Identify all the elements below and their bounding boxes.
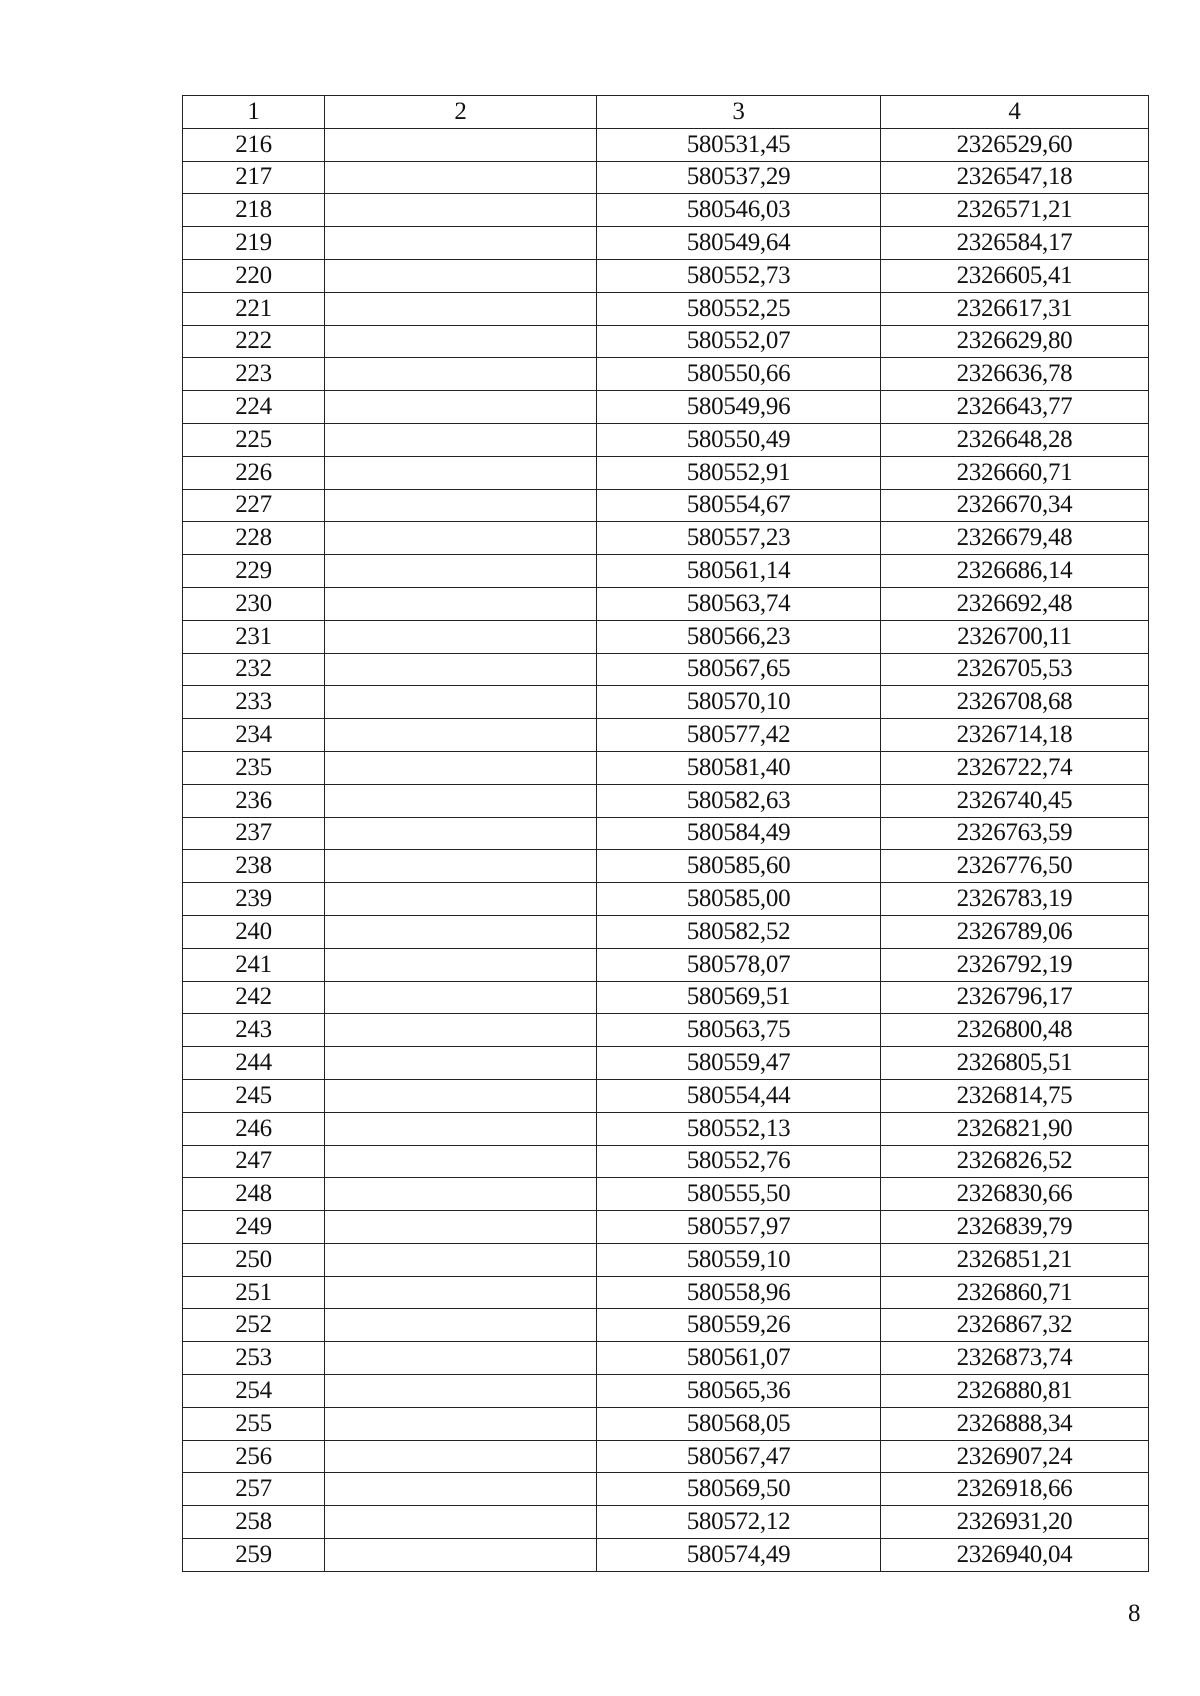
x-coordinate-cell: 580552,07 — [597, 325, 881, 358]
table-row — [183, 325, 1149, 358]
table-row — [183, 391, 1149, 424]
y-coordinate-cell: 2326783,19 — [881, 883, 1149, 916]
point-number-cell: 232 — [183, 653, 325, 686]
page-number: 8 — [1128, 1600, 1141, 1627]
point-number-cell: 241 — [183, 948, 325, 981]
coordinates-table — [182, 95, 1149, 1572]
table-row — [183, 948, 1149, 981]
y-coordinate-cell: 2326617,31 — [881, 292, 1149, 325]
table-row — [183, 784, 1149, 817]
table-row — [183, 1342, 1149, 1375]
name-cell — [325, 555, 597, 588]
point-number-cell: 243 — [183, 1014, 325, 1047]
y-coordinate-cell: 2326660,71 — [881, 456, 1149, 489]
table-row — [183, 719, 1149, 752]
name-cell — [325, 1211, 597, 1244]
name-cell — [325, 883, 597, 916]
x-coordinate-cell: 580555,50 — [597, 1178, 881, 1211]
name-cell — [325, 751, 597, 784]
x-coordinate-cell: 580581,40 — [597, 751, 881, 784]
table-row — [183, 1079, 1149, 1112]
table-row — [183, 128, 1149, 161]
y-coordinate-cell: 2326686,14 — [881, 555, 1149, 588]
x-coordinate-cell: 580549,96 — [597, 391, 881, 424]
x-coordinate-cell: 580577,42 — [597, 719, 881, 752]
name-cell — [325, 259, 597, 292]
x-coordinate-cell: 580557,97 — [597, 1211, 881, 1244]
y-coordinate-cell: 2326776,50 — [881, 850, 1149, 883]
table-row — [183, 456, 1149, 489]
x-coordinate-cell: 580552,25 — [597, 292, 881, 325]
x-coordinate-cell: 580584,49 — [597, 817, 881, 850]
table-row — [183, 1276, 1149, 1309]
table-row — [183, 686, 1149, 719]
point-number-cell: 222 — [183, 325, 325, 358]
y-coordinate-cell: 2326740,45 — [881, 784, 1149, 817]
table-row — [183, 1506, 1149, 1539]
point-number-cell: 231 — [183, 620, 325, 653]
x-coordinate-cell: 580566,23 — [597, 620, 881, 653]
column-header: 4 — [881, 96, 1149, 129]
point-number-cell: 227 — [183, 489, 325, 522]
x-coordinate-cell: 580559,10 — [597, 1243, 881, 1276]
x-coordinate-cell: 580552,91 — [597, 456, 881, 489]
x-coordinate-cell: 580574,49 — [597, 1539, 881, 1572]
x-coordinate-cell: 580552,76 — [597, 1145, 881, 1178]
y-coordinate-cell: 2326705,53 — [881, 653, 1149, 686]
x-coordinate-cell: 580569,51 — [597, 981, 881, 1014]
name-cell — [325, 1276, 597, 1309]
point-number-cell: 235 — [183, 751, 325, 784]
y-coordinate-cell: 2326763,59 — [881, 817, 1149, 850]
table-row — [183, 1407, 1149, 1440]
x-coordinate-cell: 580554,44 — [597, 1079, 881, 1112]
name-cell — [325, 292, 597, 325]
y-coordinate-cell: 2326700,11 — [881, 620, 1149, 653]
name-cell — [325, 1342, 597, 1375]
y-coordinate-cell: 2326714,18 — [881, 719, 1149, 752]
name-cell — [325, 1473, 597, 1506]
table-row — [183, 259, 1149, 292]
x-coordinate-cell: 580552,73 — [597, 259, 881, 292]
y-coordinate-cell: 2326789,06 — [881, 915, 1149, 948]
y-coordinate-cell: 2326547,18 — [881, 161, 1149, 194]
name-cell — [325, 423, 597, 456]
name-cell — [325, 1079, 597, 1112]
x-coordinate-cell: 580561,07 — [597, 1342, 881, 1375]
point-number-cell: 246 — [183, 1112, 325, 1145]
x-coordinate-cell: 580585,60 — [597, 850, 881, 883]
point-number-cell: 226 — [183, 456, 325, 489]
name-cell — [325, 489, 597, 522]
point-number-cell: 252 — [183, 1309, 325, 1342]
y-coordinate-cell: 2326940,04 — [881, 1539, 1149, 1572]
x-coordinate-cell: 580550,49 — [597, 423, 881, 456]
y-coordinate-cell: 2326643,77 — [881, 391, 1149, 424]
name-cell — [325, 1539, 597, 1572]
point-number-cell: 244 — [183, 1047, 325, 1080]
y-coordinate-cell: 2326800,48 — [881, 1014, 1149, 1047]
point-number-cell: 238 — [183, 850, 325, 883]
y-coordinate-cell: 2326880,81 — [881, 1375, 1149, 1408]
name-cell — [325, 719, 597, 752]
point-number-cell: 216 — [183, 128, 325, 161]
x-coordinate-cell: 580557,23 — [597, 522, 881, 555]
x-coordinate-cell: 580559,47 — [597, 1047, 881, 1080]
y-coordinate-cell: 2326826,52 — [881, 1145, 1149, 1178]
y-coordinate-cell: 2326722,74 — [881, 751, 1149, 784]
point-number-cell: 224 — [183, 391, 325, 424]
table-row — [183, 423, 1149, 456]
point-number-cell: 220 — [183, 259, 325, 292]
point-number-cell: 255 — [183, 1407, 325, 1440]
name-cell — [325, 817, 597, 850]
x-coordinate-cell: 580531,45 — [597, 128, 881, 161]
table-row — [183, 292, 1149, 325]
x-coordinate-cell: 580572,12 — [597, 1506, 881, 1539]
x-coordinate-cell: 580568,05 — [597, 1407, 881, 1440]
table-row — [183, 915, 1149, 948]
table-row — [183, 981, 1149, 1014]
y-coordinate-cell: 2326670,34 — [881, 489, 1149, 522]
name-cell — [325, 1309, 597, 1342]
name-cell — [325, 391, 597, 424]
y-coordinate-cell: 2326629,80 — [881, 325, 1149, 358]
y-coordinate-cell: 2326708,68 — [881, 686, 1149, 719]
coordinates-table-body — [183, 96, 1149, 1572]
point-number-cell: 240 — [183, 915, 325, 948]
table-row — [183, 1047, 1149, 1080]
name-cell — [325, 128, 597, 161]
point-number-cell: 245 — [183, 1079, 325, 1112]
table-row — [183, 489, 1149, 522]
point-number-cell: 229 — [183, 555, 325, 588]
point-number-cell: 253 — [183, 1342, 325, 1375]
table-row — [183, 1112, 1149, 1145]
x-coordinate-cell: 580578,07 — [597, 948, 881, 981]
point-number-cell: 239 — [183, 883, 325, 916]
name-cell — [325, 915, 597, 948]
name-cell — [325, 850, 597, 883]
column-header: 3 — [597, 96, 881, 129]
table-row — [183, 883, 1149, 916]
y-coordinate-cell: 2326792,19 — [881, 948, 1149, 981]
point-number-cell: 259 — [183, 1539, 325, 1572]
x-coordinate-cell: 580552,13 — [597, 1112, 881, 1145]
name-cell — [325, 784, 597, 817]
x-coordinate-cell: 580563,75 — [597, 1014, 881, 1047]
y-coordinate-cell: 2326648,28 — [881, 423, 1149, 456]
point-number-cell: 256 — [183, 1440, 325, 1473]
point-number-cell: 228 — [183, 522, 325, 555]
y-coordinate-cell: 2326584,17 — [881, 227, 1149, 260]
table-row — [183, 653, 1149, 686]
y-coordinate-cell: 2326860,71 — [881, 1276, 1149, 1309]
name-cell — [325, 981, 597, 1014]
point-number-cell: 225 — [183, 423, 325, 456]
x-coordinate-cell: 580565,36 — [597, 1375, 881, 1408]
x-coordinate-cell: 580582,63 — [597, 784, 881, 817]
y-coordinate-cell: 2326529,60 — [881, 128, 1149, 161]
x-coordinate-cell: 580563,74 — [597, 587, 881, 620]
y-coordinate-cell: 2326918,66 — [881, 1473, 1149, 1506]
table-row — [183, 1243, 1149, 1276]
point-number-cell: 237 — [183, 817, 325, 850]
x-coordinate-cell: 580558,96 — [597, 1276, 881, 1309]
y-coordinate-cell: 2326851,21 — [881, 1243, 1149, 1276]
y-coordinate-cell: 2326805,51 — [881, 1047, 1149, 1080]
point-number-cell: 250 — [183, 1243, 325, 1276]
name-cell — [325, 325, 597, 358]
table-row — [183, 850, 1149, 883]
table-row — [183, 555, 1149, 588]
x-coordinate-cell: 580561,14 — [597, 555, 881, 588]
table-row — [183, 1178, 1149, 1211]
table-row — [183, 751, 1149, 784]
table-row — [183, 227, 1149, 260]
y-coordinate-cell: 2326839,79 — [881, 1211, 1149, 1244]
table-row — [183, 1375, 1149, 1408]
x-coordinate-cell: 580550,66 — [597, 358, 881, 391]
point-number-cell: 257 — [183, 1473, 325, 1506]
name-cell — [325, 161, 597, 194]
x-coordinate-cell: 580567,65 — [597, 653, 881, 686]
y-coordinate-cell: 2326873,74 — [881, 1342, 1149, 1375]
x-coordinate-cell: 580582,52 — [597, 915, 881, 948]
name-cell — [325, 1014, 597, 1047]
point-number-cell: 258 — [183, 1506, 325, 1539]
y-coordinate-cell: 2326830,66 — [881, 1178, 1149, 1211]
x-coordinate-cell: 580569,50 — [597, 1473, 881, 1506]
name-cell — [325, 1375, 597, 1408]
x-coordinate-cell: 580567,47 — [597, 1440, 881, 1473]
table-row — [183, 1473, 1149, 1506]
x-coordinate-cell: 580585,00 — [597, 883, 881, 916]
point-number-cell: 219 — [183, 227, 325, 260]
name-cell — [325, 1243, 597, 1276]
point-number-cell: 247 — [183, 1145, 325, 1178]
point-number-cell: 221 — [183, 292, 325, 325]
name-cell — [325, 1440, 597, 1473]
point-number-cell: 234 — [183, 719, 325, 752]
name-cell — [325, 1112, 597, 1145]
point-number-cell: 236 — [183, 784, 325, 817]
table-row — [183, 620, 1149, 653]
table-row — [183, 1014, 1149, 1047]
x-coordinate-cell: 580570,10 — [597, 686, 881, 719]
x-coordinate-cell: 580537,29 — [597, 161, 881, 194]
name-cell — [325, 1047, 597, 1080]
name-cell — [325, 1178, 597, 1211]
name-cell — [325, 948, 597, 981]
y-coordinate-cell: 2326931,20 — [881, 1506, 1149, 1539]
table-row — [183, 161, 1149, 194]
point-number-cell: 230 — [183, 587, 325, 620]
table-row — [183, 1211, 1149, 1244]
point-number-cell: 217 — [183, 161, 325, 194]
table-row — [183, 522, 1149, 555]
name-cell — [325, 686, 597, 719]
y-coordinate-cell: 2326907,24 — [881, 1440, 1149, 1473]
y-coordinate-cell: 2326679,48 — [881, 522, 1149, 555]
y-coordinate-cell: 2326821,90 — [881, 1112, 1149, 1145]
table-row — [183, 1145, 1149, 1178]
x-coordinate-cell: 580546,03 — [597, 194, 881, 227]
x-coordinate-cell: 580554,67 — [597, 489, 881, 522]
y-coordinate-cell: 2326571,21 — [881, 194, 1149, 227]
x-coordinate-cell: 580559,26 — [597, 1309, 881, 1342]
point-number-cell: 218 — [183, 194, 325, 227]
y-coordinate-cell: 2326636,78 — [881, 358, 1149, 391]
point-number-cell: 249 — [183, 1211, 325, 1244]
table-header-row — [183, 96, 1149, 129]
table-row — [183, 1309, 1149, 1342]
name-cell — [325, 620, 597, 653]
name-cell — [325, 653, 597, 686]
name-cell — [325, 1145, 597, 1178]
x-coordinate-cell: 580549,64 — [597, 227, 881, 260]
name-cell — [325, 522, 597, 555]
y-coordinate-cell: 2326605,41 — [881, 259, 1149, 292]
point-number-cell: 248 — [183, 1178, 325, 1211]
name-cell — [325, 587, 597, 620]
name-cell — [325, 456, 597, 489]
point-number-cell: 254 — [183, 1375, 325, 1408]
y-coordinate-cell: 2326867,32 — [881, 1309, 1149, 1342]
y-coordinate-cell: 2326888,34 — [881, 1407, 1149, 1440]
name-cell — [325, 1407, 597, 1440]
y-coordinate-cell: 2326814,75 — [881, 1079, 1149, 1112]
name-cell — [325, 227, 597, 260]
table-row — [183, 194, 1149, 227]
table-row — [183, 358, 1149, 391]
point-number-cell: 242 — [183, 981, 325, 1014]
table-row — [183, 587, 1149, 620]
name-cell — [325, 194, 597, 227]
point-number-cell: 233 — [183, 686, 325, 719]
table-row — [183, 1440, 1149, 1473]
point-number-cell: 223 — [183, 358, 325, 391]
y-coordinate-cell: 2326692,48 — [881, 587, 1149, 620]
name-cell — [325, 358, 597, 391]
name-cell — [325, 1506, 597, 1539]
table-row — [183, 817, 1149, 850]
column-header: 2 — [325, 96, 597, 129]
table-row — [183, 1539, 1149, 1572]
column-header: 1 — [183, 96, 325, 129]
point-number-cell: 251 — [183, 1276, 325, 1309]
y-coordinate-cell: 2326796,17 — [881, 981, 1149, 1014]
